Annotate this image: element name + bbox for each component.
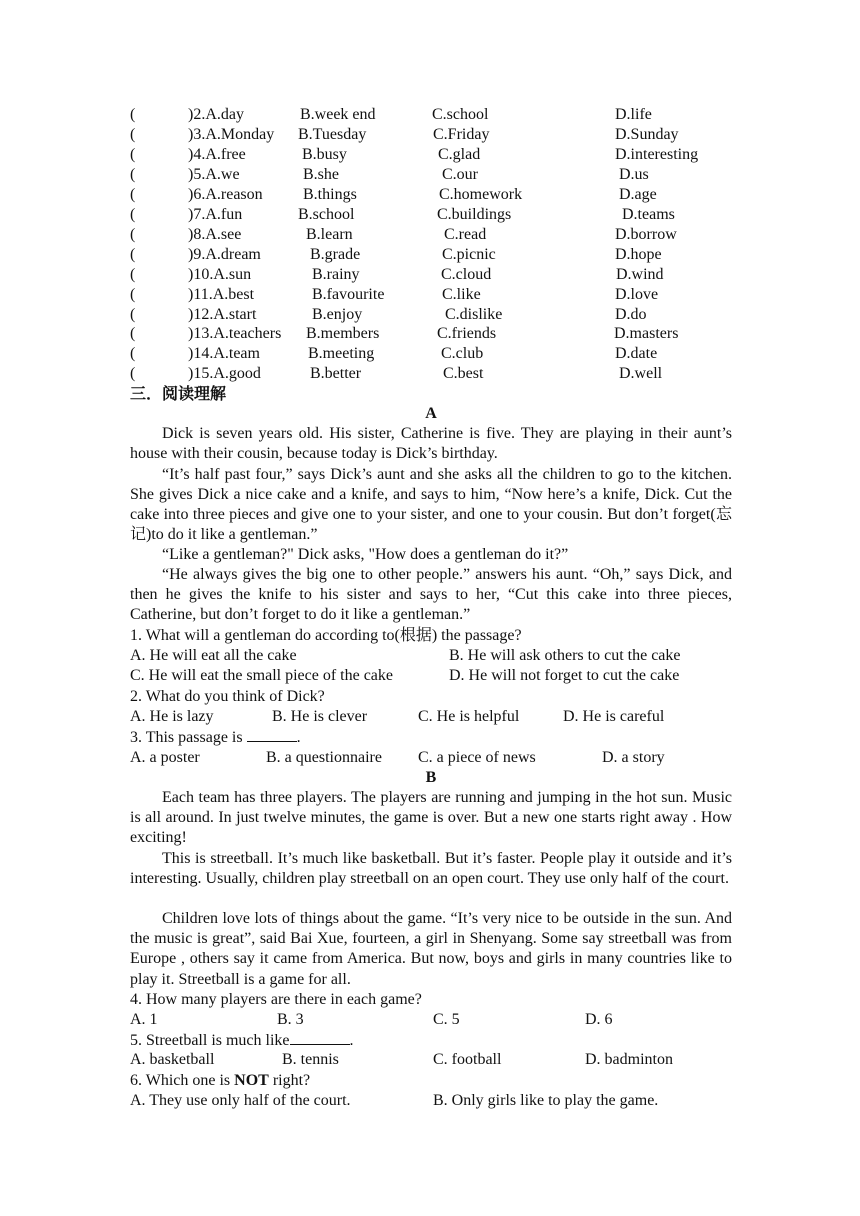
question-4-option-b: B. 3 <box>277 1011 304 1028</box>
passage-a-paragraph-2: “It’s half past four,” says Dick’s aunt and she asks all the children to go to the kitchen. She gives Dick a nice cake and a knife, and says to him, “Now here’s a knife, Dick. Cut the cake into three pieces and give one to your sister, and one to your cousin. But don’t forget(忘记)to do it like a gentleman.” <box>130 465 732 544</box>
question-5-option-a: A. basketball <box>130 1051 215 1068</box>
question-1-option-c: C. He will eat the small piece of the cake <box>130 667 394 684</box>
cloze-item-option-b: B.rainy <box>312 265 360 283</box>
question-6-emphasis: NOT <box>234 1072 269 1089</box>
cloze-item-option-d: D.hope <box>615 245 662 263</box>
cloze-item-paren: ( <box>130 285 136 303</box>
question-2-option-d: D. He is careful <box>563 708 665 725</box>
question-4-option-a: A. 1 <box>130 1011 158 1028</box>
cloze-item-option-d: D.love <box>615 285 659 303</box>
cloze-item-paren: ( <box>130 106 136 123</box>
passage-a-letter: A <box>425 405 437 422</box>
question-4-option-c: C. 5 <box>433 1011 460 1028</box>
cloze-item-option-b: B.week end <box>300 106 376 123</box>
cloze-item-paren: ( <box>130 205 136 223</box>
cloze-item-option-c: C.cloud <box>441 265 492 283</box>
cloze-item-option-a: )3.A.Monday <box>188 125 275 143</box>
cloze-item-option-d: D.masters <box>614 325 679 343</box>
cloze-item-option-a: )13.A.teachers <box>188 325 282 343</box>
question-4: 4. How many players are there in each game? <box>130 991 422 1008</box>
cloze-item-paren: ( <box>130 365 136 383</box>
cloze-item-option-d: D.Sunday <box>615 125 679 143</box>
question-1: 1. What will a gentleman do according to(根据) the passage? <box>130 627 522 644</box>
question-1-option-d: D. He will not forget to cut the cake <box>449 667 680 684</box>
question-5-option-d: D. badminton <box>585 1051 673 1068</box>
cloze-item-option-d: D.age <box>619 185 657 203</box>
cloze-item-option-b: B.meeting <box>308 345 375 363</box>
cloze-item-paren: ( <box>130 265 136 283</box>
cloze-item-option-a: )15.A.good <box>188 365 261 383</box>
cloze-item-option-d: D.interesting <box>615 145 699 163</box>
question-5-option-c: C. football <box>433 1051 502 1068</box>
question-5-text: 5. Streetball is much like <box>130 1032 290 1049</box>
question-4-option-d: D. 6 <box>585 1011 613 1028</box>
cloze-item-option-a: )2.A.day <box>188 106 244 123</box>
cloze-item-option-c: C.our <box>442 165 478 183</box>
cloze-item-option-a: )7.A.fun <box>188 205 243 223</box>
cloze-item-paren: ( <box>130 125 136 143</box>
cloze-item-option-b: B.learn <box>306 225 353 243</box>
cloze-item-option-b: B.members <box>306 325 380 343</box>
cloze-item-option-d: D.date <box>615 345 658 363</box>
cloze-item-option-c: C.glad <box>438 145 481 163</box>
cloze-item-option-c: C.like <box>442 285 481 303</box>
cloze-item-option-d: D.life <box>615 106 652 123</box>
cloze-item-paren: ( <box>130 145 136 163</box>
passage-b-letter: B <box>425 769 437 786</box>
cloze-item-option-a: )11.A.best <box>188 285 255 303</box>
cloze-item-option-b: B.grade <box>310 245 361 263</box>
question-3-option-a: A. a poster <box>130 749 200 766</box>
passage-b-paragraph-1: Each team has three players. The players are running and jumping in the hot sun. Music is all around. In just twelve minutes, the game is over. But a new one starts right away . How exciting! <box>130 789 732 847</box>
question-5 <box>130 1030 354 1051</box>
question-2-option-a: A. He is lazy <box>130 708 214 725</box>
question-3-end: . <box>296 729 301 746</box>
answer-blank <box>290 1030 350 1045</box>
cloze-item-option-a: )14.A.team <box>188 345 260 363</box>
cloze-item-paren: ( <box>130 225 136 243</box>
question-1-option-b: B. He will ask others to cut the cake <box>449 647 681 664</box>
cloze-item-option-d: D.wind <box>616 265 664 283</box>
cloze-item-option-b: B.better <box>310 365 362 383</box>
question-5-end: . <box>349 1032 354 1049</box>
cloze-item-option-c: C.Friday <box>433 125 490 143</box>
question-5-option-b: B. tennis <box>282 1051 339 1068</box>
cloze-item-option-c: C.homework <box>439 185 523 203</box>
cloze-item-option-d: D.do <box>615 305 647 323</box>
section-heading: 三．阅读理解 <box>130 384 227 403</box>
cloze-item-option-a: )5.A.we <box>188 165 240 183</box>
cloze-item-paren: ( <box>130 185 136 203</box>
cloze-item-option-d: D.teams <box>622 205 675 223</box>
cloze-item-paren: ( <box>130 325 136 343</box>
question-2-option-b: B. He is clever <box>272 708 368 725</box>
question-6-text: 6. Which one is <box>130 1072 235 1089</box>
cloze-item-option-c: C.school <box>432 106 489 123</box>
cloze-item-paren: ( <box>130 165 136 183</box>
cloze-item-option-b: B.busy <box>302 145 347 163</box>
question-6 <box>130 1071 310 1091</box>
cloze-item-option-c: C.best <box>443 365 484 383</box>
question-3 <box>130 727 301 748</box>
cloze-item-option-a: )4.A.free <box>188 145 246 163</box>
passage-b-paragraph-3: Children love lots of things about the game. “It’s very nice to be outside in the sun. And the music is great”, said Bai Xue, fourteen, a girl in Shenyang. Some say streetball was from Europe , others say it came from America. But now, boys and girls in many countries like to play it. Streetball is a game for all. <box>130 910 732 988</box>
cloze-item-paren: ( <box>130 345 136 363</box>
cloze-item-option-b: B.she <box>303 165 339 183</box>
passage-a-paragraph-1: Dick is seven years old. His sister, Catherine is five. They are playing in their aunt’s house with their cousin, because today is Dick’s birthday. <box>130 425 732 463</box>
question-1-option-a: A. He will eat all the cake <box>130 647 297 664</box>
cloze-item-option-a: )6.A.reason <box>188 185 263 203</box>
question-6-option-b: B. Only girls like to play the game. <box>433 1092 659 1109</box>
question-3-option-c: C. a piece of news <box>418 749 536 766</box>
passage-b-paragraph-2: This is streetball. It’s much like basketball. But it’s faster. People play it outside and it’s interesting. Usually, children play streetball on an open court. They use only half of the court. <box>130 850 732 888</box>
cloze-item-option-b: B.favourite <box>312 285 385 303</box>
cloze-item-option-b: B.school <box>298 205 355 223</box>
cloze-item-paren: ( <box>130 305 136 323</box>
cloze-item-option-c: C.picnic <box>442 245 496 263</box>
cloze-item-option-b: B.things <box>303 185 357 203</box>
question-3-text: 3. This passage is <box>130 729 243 746</box>
cloze-item-option-a: )8.A.see <box>188 225 242 243</box>
question-6-option-a: A. They use only half of the court. <box>130 1092 351 1109</box>
cloze-item-option-d: D.borrow <box>615 225 677 243</box>
answer-blank <box>247 727 297 742</box>
question-2: 2. What do you think of Dick? <box>130 688 325 705</box>
question-3-option-b: B. a questionnaire <box>266 749 382 766</box>
cloze-item-option-c: C.dislike <box>445 305 503 323</box>
cloze-item-option-b: B.Tuesday <box>298 125 367 143</box>
question-2-option-c: C. He is helpful <box>418 708 520 725</box>
cloze-item-option-a: )10.A.sun <box>188 265 252 283</box>
cloze-item-option-a: )12.A.start <box>188 305 257 323</box>
cloze-item-option-d: D.us <box>619 165 649 183</box>
cloze-item-paren: ( <box>130 245 136 263</box>
cloze-item-option-d: D.well <box>619 365 663 383</box>
cloze-item-option-a: )9.A.dream <box>188 245 261 263</box>
passage-a-paragraph-3: “Like a gentleman?" Dick asks, "How does a gentleman do it?” <box>162 546 569 563</box>
cloze-item-option-b: B.enjoy <box>312 305 363 323</box>
question-6-end: right? <box>268 1072 311 1089</box>
cloze-item-option-c: C.buildings <box>437 205 512 223</box>
cloze-item-option-c: C.friends <box>437 325 497 343</box>
cloze-item-option-c: C.club <box>441 345 484 363</box>
cloze-item-option-c: C.read <box>444 225 487 243</box>
passage-a-paragraph-4: “He always gives the big one to other people.” answers his aunt. “Oh,” says Dick, and then he gives the knife to his sister and says to her, “Cut this cake into three pieces, Catherine, but don’t forget to do it like a gentleman.” <box>130 566 732 624</box>
question-3-option-d: D. a story <box>602 749 665 766</box>
